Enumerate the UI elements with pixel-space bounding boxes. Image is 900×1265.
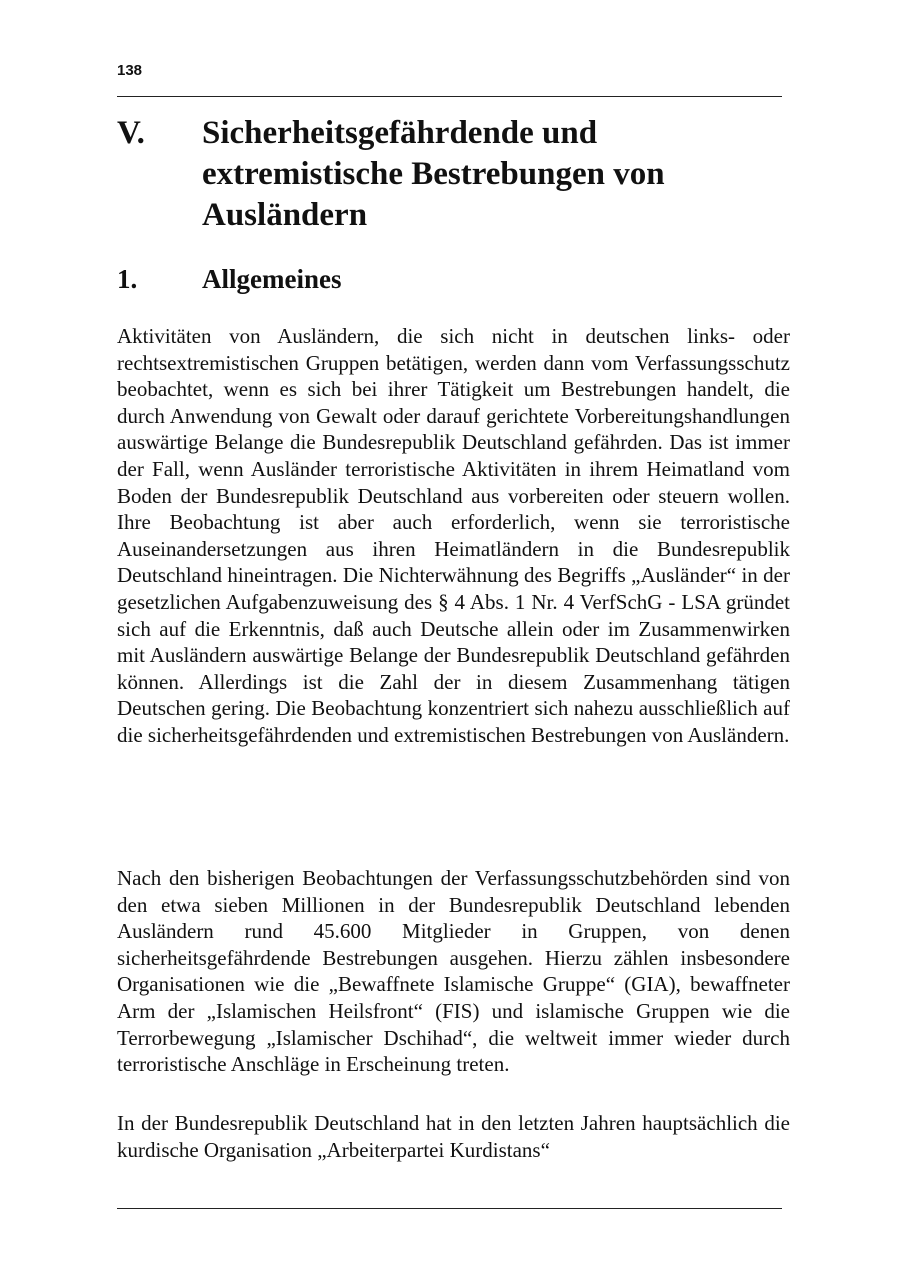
page-number: 138 (117, 62, 143, 79)
section-number: 1. (117, 264, 138, 294)
section-title: Allgemeines (202, 264, 342, 294)
chapter-title: Sicherheitsgefährdende und extremistische Bestrebungen von Ausländern (202, 115, 665, 233)
body-paragraph: Nach den bisherigen Beobachtungen der Verfassungsschutzbehörden sind von den etwa sieben Millionen in der Bundesrepublik Deutschland lebenden Ausländern rund 45.600 Mitglieder in Gruppen, von denen sicherheitsgefährdende Bestrebungen ausgehen. Hierzu zählen insbesondere Organisationen wie die „Bewaffnete Islamische Gruppe“ (GIA), bewaffneter Arm der „Islamischen Heilsfront“ (FIS) und islamische Gruppen wie die Terrorbewegung „Islamischer Dschihad“, die weltweit immer wieder durch terroristische Anschläge in Erscheinung treten. (117, 866, 790, 1077)
body-paragraph: In der Bundesrepublik Deutschland hat in den letzten Jahren hauptsächlich die kurdische Organisation „Arbeiterpartei Kurdistans“ (117, 1111, 790, 1162)
chapter-heading (117, 113, 782, 236)
header-rule (117, 96, 782, 97)
section-heading (117, 262, 782, 296)
body-paragraph: Aktivitäten von Ausländern, die sich nicht in deutschen links- oder rechtsextremistischen Gruppen betätigen, werden dann vom Verfassungsschutz beobachtet, wenn es sich bei ihrer Tätigkeit um Bestrebungen handelt, die durch Anwendung von Gewalt oder darauf gerichtete Vorbereitungshandlungen auswärtige Belange die Bundesrepublik Deutschland gefährden. Das ist immer der Fall, wenn Ausländer terroristische Aktivitäten in ihrem Heimatland vom Boden der Bundesrepublik Deutschland aus vorbereiten oder steuern wollen. Ihre Beobachtung ist aber auch erforderlich, wenn sie terroristische Auseinandersetzungen aus ihren Heimatländern in die Bundesrepublik Deutschland hineintragen. Die Nichterwähnung des Begriffs „Ausländer“ in der gesetzlichen Aufgabenzuweisung des § 4 Abs. 1 Nr. 4 VerfSchG - LSA gründet sich auf die Erkenntnis, daß auch Deutsche allein oder im Zusammenwirken mit Ausländern auswärtige Belange der Bundesrepublik Deutschland gefährden können. Allerdings ist die Zahl der in diesem Zusammenhang tätigen Deutschen gering. Die Beobachtung konzentriert sich nahezu ausschließlich auf die sicherheitsgefährdenden und extremistischen Bestrebungen von Ausländern. (117, 324, 790, 747)
chapter-number: V. (117, 115, 145, 151)
footer-rule (117, 1208, 782, 1209)
